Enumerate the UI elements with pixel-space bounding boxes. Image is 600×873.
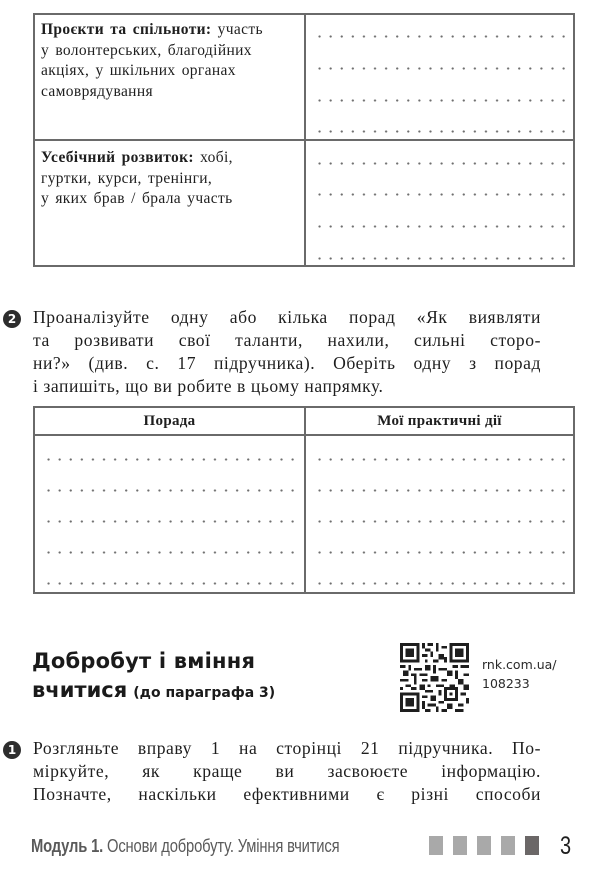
row-divider: [35, 139, 573, 141]
footer-module-title: Модуль 1. Основи добробуту. Уміння вчитися: [31, 836, 340, 856]
answer-line-actions[interactable]: [314, 551, 568, 554]
task-number-badge: 2: [3, 310, 21, 328]
column-header-advice: Порада: [143, 413, 196, 429]
answer-line[interactable]: [314, 162, 568, 165]
answer-line-advice[interactable]: [43, 489, 301, 492]
task1-text: Розгляньте вправу 1 на сторінці 21 підручника. По- міркуйте, як краще ви засвоюєте інформацію. Позначте, наскільки ефективними є різні способи: [33, 738, 541, 804]
qr-code-icon[interactable]: [400, 642, 469, 713]
answer-line-actions[interactable]: [314, 489, 568, 492]
task-number-badge: 1: [3, 741, 21, 759]
task2-text: Проаналізуйте одну або кілька порад «Як виявляти та розвивати свої таланти, нахили, сильні сторо- ни?» (див. с. 17 підручника). Оберіть одну з порад і запишіть, що ви робите в цьому напрямку.: [33, 307, 541, 396]
progress-square: [429, 836, 443, 855]
row-label-development: Усебічний розвиток: хобі, гуртки, курси, тренінги, у яких брав / брала участь: [41, 149, 233, 207]
qr-url[interactable]: rnk.com.ua/ 108233: [482, 657, 557, 691]
answer-line[interactable]: [314, 130, 568, 133]
answer-line-advice[interactable]: [43, 551, 301, 554]
header-divider: [35, 434, 573, 436]
progress-square: [453, 836, 467, 855]
answer-line[interactable]: [314, 257, 568, 260]
answer-line[interactable]: [314, 67, 568, 70]
answer-line-advice[interactable]: [43, 520, 301, 523]
answer-line-advice[interactable]: [43, 458, 301, 461]
answer-line-actions[interactable]: [314, 458, 568, 461]
answer-line-advice[interactable]: [43, 582, 301, 585]
page-number: 3: [560, 832, 572, 860]
answer-line[interactable]: [314, 99, 568, 102]
answer-line-actions[interactable]: [314, 520, 568, 523]
answer-line[interactable]: [314, 193, 568, 196]
activities-table: [33, 13, 575, 267]
answer-line[interactable]: [314, 35, 568, 38]
section-title: Добробут і вміння: [32, 649, 256, 673]
column-header-actions: Мої практичні дії: [377, 413, 502, 429]
answer-line[interactable]: [314, 225, 568, 228]
progress-square: [477, 836, 491, 855]
advice-table: [33, 406, 575, 594]
progress-square: [501, 836, 515, 855]
progress-square-active: [525, 836, 539, 855]
row-label-projects: Проєкти та спільноти: участь у волонтерських, благодійних акціях, у шкільних органах самоврядування: [41, 21, 263, 100]
section-title-line2: вчитися (до параграфа 3): [32, 678, 276, 702]
section-subtitle: (до параграфа 3): [133, 685, 276, 701]
answer-line-actions[interactable]: [314, 582, 568, 585]
label-bold: Проєкти та спільноти:: [41, 21, 212, 38]
label-bold: Усебічний розвиток:: [41, 149, 194, 166]
